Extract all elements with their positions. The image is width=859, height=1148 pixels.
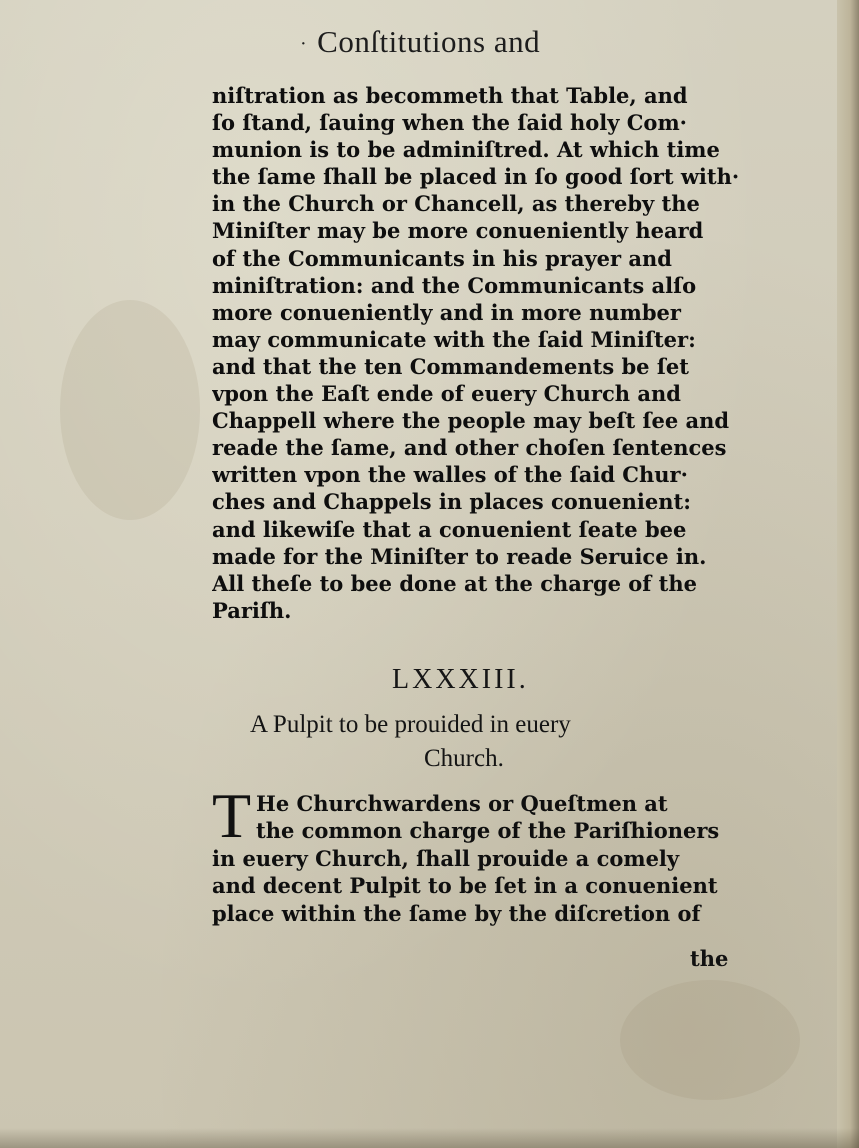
text-line: in euery Church, ſhall prouide a comely bbox=[212, 845, 680, 871]
text-line: written vpon the walles of the ſaid Chur· bbox=[212, 462, 688, 488]
text-line: and decent Pulpit to be ſet in a conuenient bbox=[212, 873, 718, 899]
text-line: Miniſter may be more conueniently heard bbox=[212, 218, 704, 244]
paper-stain bbox=[620, 980, 800, 1100]
text-line: in the Church or Chancell, as thereby the bbox=[212, 191, 700, 217]
canon-title-line: Church. bbox=[424, 745, 504, 772]
text-line: munion is to be adminiſtred. At which time bbox=[212, 137, 720, 163]
text-line: Pariſh. bbox=[212, 597, 292, 623]
running-title: Conſtitutions and bbox=[317, 24, 541, 59]
text-line: the ſame ſhall be placed in ſo good ſort with· bbox=[212, 164, 740, 190]
text-line: and likewiſe that a conuenient ſeate bee bbox=[212, 516, 687, 542]
text-line: He Churchwardens or Queſtmen at bbox=[256, 791, 668, 816]
text-line: of the Communicants in his prayer and bbox=[212, 245, 672, 271]
page-bottom-shadow bbox=[0, 1128, 859, 1148]
header-ornament: · bbox=[300, 33, 308, 56]
text-line: niſtration as becommeth that Table, and bbox=[212, 83, 688, 108]
text-line: more conueniently and in more number bbox=[212, 299, 681, 325]
page-edge-shadow bbox=[837, 0, 859, 1148]
canon-number: LXXXIII. bbox=[392, 664, 529, 695]
text-line: the common charge of the Pariſhioners bbox=[256, 818, 720, 844]
canon-title bbox=[250, 708, 710, 776]
text-line: miniſtration: and the Communicants alſo bbox=[212, 272, 697, 298]
text-line: All theſe to bee done at the charge of the bbox=[212, 570, 697, 596]
text-line: reade the ſame, and other choſen ſentences bbox=[212, 435, 727, 461]
text-line: ſo ſtand, ſauing when the ſaid holy Com· bbox=[212, 110, 687, 136]
body-text bbox=[212, 82, 740, 624]
text-line: vpon the Eaſt ende of euery Church and bbox=[212, 381, 681, 407]
text-line: Chappell where the people may beſt ſee and bbox=[212, 408, 730, 434]
text-line: place within the ſame by the diſcretion of bbox=[212, 900, 701, 926]
text-line: ches and Chappels in places conuenient: bbox=[212, 489, 691, 515]
canon-title-line: A Pulpit to be prouided in euery bbox=[250, 711, 571, 738]
paper-stain bbox=[60, 300, 200, 520]
text-line: made for the Miniſter to reade Seruice in. bbox=[212, 543, 707, 569]
canon-text bbox=[212, 780, 740, 927]
drop-cap: T bbox=[212, 780, 252, 851]
text-line: may communicate with the ſaid Miniſter: bbox=[212, 326, 696, 352]
catchword: the bbox=[690, 946, 729, 971]
running-header bbox=[300, 24, 660, 60]
text-line: and that the ten Commandements be ſet bbox=[212, 353, 689, 379]
